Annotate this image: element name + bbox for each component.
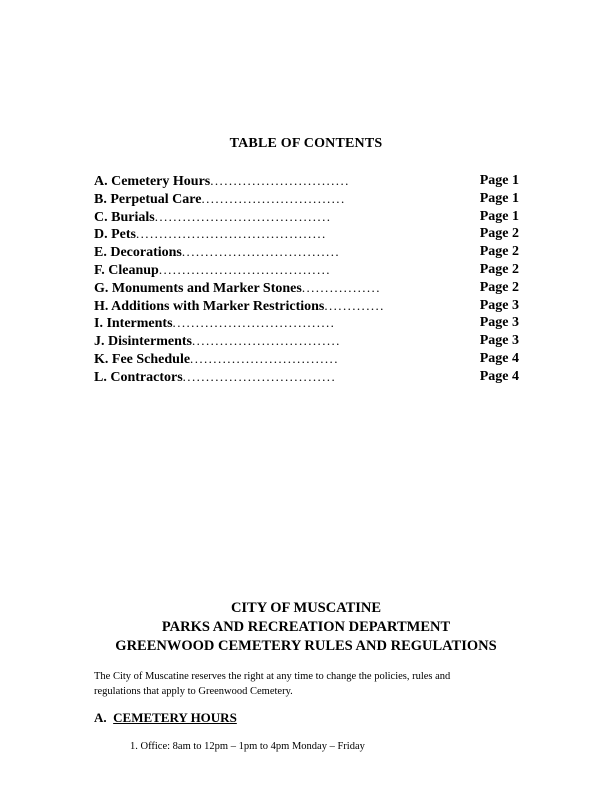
toc-entry (94, 190, 519, 208)
office-hours-item: 1. Office: 8am to 12pm – 1pm to 4pm Monday – Friday (130, 741, 365, 752)
toc-entry-page: Page 3 (479, 315, 519, 331)
toc-entry (94, 225, 519, 243)
toc-entry-page: Page 2 (479, 226, 519, 242)
toc-entry-page: Page 1 (479, 208, 519, 224)
toc-entry-page: Page 1 (479, 190, 519, 206)
toc-entry-page: Page 3 (479, 333, 519, 349)
toc-entry (94, 172, 519, 190)
toc-entry-label: D. Pets (94, 227, 136, 243)
toc-entry-page: Page 2 (479, 261, 519, 277)
section-a-letter: A. (94, 710, 107, 725)
toc-leader-dots: ................................ (190, 350, 339, 366)
toc-title: TABLE OF CONTENTS (229, 136, 383, 151)
toc-entry (94, 297, 519, 315)
intro-line: The City of Muscatine reserves the right at any time to change the policies, rules and (94, 671, 451, 682)
toc-entry-label: H. Additions with Marker Restrictions (94, 298, 325, 314)
toc-entry-label: K. Fee Schedule (94, 351, 191, 367)
toc-entry-label: E. Decorations (94, 245, 182, 261)
section-a-heading (94, 710, 237, 726)
toc-leader-dots: .................................. (181, 244, 340, 260)
toc-entry (94, 332, 519, 350)
toc-entry-label: B. Perpetual Care (94, 191, 202, 207)
toc-leader-dots: ............................... (201, 190, 346, 206)
toc-entry (94, 368, 519, 386)
toc-entry-label: I. Interments (94, 316, 173, 332)
toc-entry (94, 279, 519, 297)
toc-entry (94, 314, 519, 332)
heading-department: PARKS AND RECREATION DEPARTMENT (161, 619, 451, 635)
toc-entry-label: A. Cemetery Hours (94, 174, 211, 189)
toc-leader-dots: ............. (324, 297, 385, 313)
intro-line: regulations that apply to Greenwood Cemetery. (94, 686, 293, 697)
section-a-title: CEMETERY HOURS (113, 710, 237, 725)
toc-leader-dots: ................. (301, 279, 381, 295)
toc-leader-dots: ................................. (182, 368, 337, 384)
toc-leader-dots: ................................ (192, 333, 341, 349)
toc-entry-label: G. Monuments and Marker Stones (94, 280, 302, 296)
toc-entry-page: Page 4 (479, 350, 519, 366)
toc-entry-page: Page 2 (479, 279, 519, 295)
toc-leader-dots: ................................... (172, 315, 336, 331)
toc-entry-page: Page 2 (479, 244, 519, 260)
toc-leader-dots: ..................................... (158, 261, 331, 277)
toc-entry (94, 208, 519, 226)
toc-entry-label: F. Cleanup (94, 262, 159, 278)
toc-entry (94, 261, 519, 279)
heading-city: CITY OF MUSCATINE (230, 600, 382, 616)
toc-leader-dots: .............................. (210, 173, 350, 188)
toc-entry (94, 350, 519, 368)
heading-rules-title: GREENWOOD CEMETERY RULES AND REGULATIONS (115, 638, 497, 654)
intro-paragraph (94, 669, 514, 699)
document-heading (0, 599, 612, 656)
toc-entry-page: Page 3 (479, 297, 519, 313)
toc-entry-page: Page 1 (479, 173, 519, 188)
toc-leader-dots: ......................................... (136, 226, 327, 242)
toc-entry-page: Page 4 (479, 368, 519, 384)
toc-list (94, 172, 519, 386)
toc-entry (94, 243, 519, 261)
toc-leader-dots: ...................................... (154, 208, 332, 224)
toc-entry-label: L. Contractors (94, 369, 183, 385)
toc-entry-label: C. Burials (94, 209, 155, 225)
toc-entry-label: J. Disinterments (94, 334, 192, 350)
